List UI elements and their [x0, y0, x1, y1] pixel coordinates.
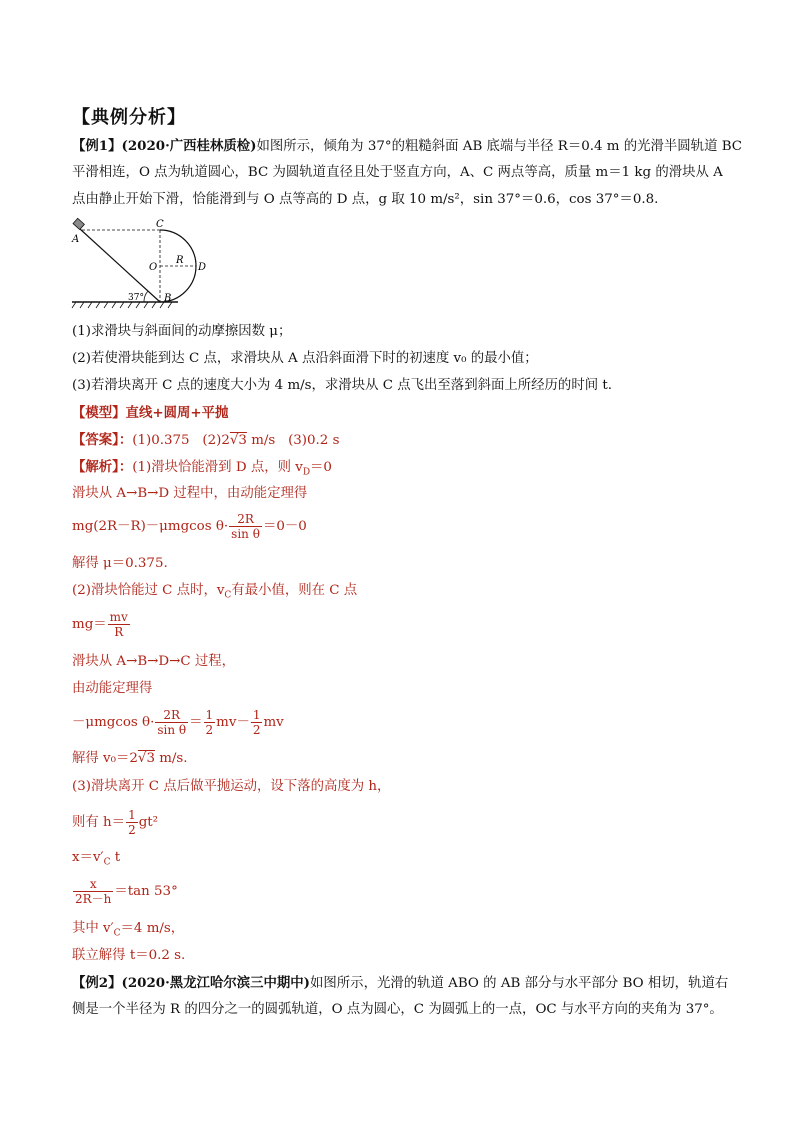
- example2-line1: 【例2】(2020·黑龙江哈尔滨三中期中)如图所示，光滑的轨道 ABO 的 AB 部分与水平部分 BO 相切，轨道右: [72, 975, 729, 991]
- section-heading: 【典例分析】: [72, 107, 186, 128]
- example2-tag: 【例2】: [72, 975, 122, 991]
- example1-line1: 【例1】(2020·广西桂林质检)如图所示，倾角为 37°的粗糙斜面 AB 底端与半径 R＝0.4 m 的光滑半圆轨道 BC: [72, 138, 743, 154]
- question-2: (2)若使滑块能到达 C 点，求滑块从 A 点沿斜面滑下时的初速度 v₀ 的最小值；: [72, 351, 538, 366]
- analysis-line3: 解得 μ＝0.375.: [72, 556, 168, 571]
- equation-2: mg＝ $\frac{mv}{R}$: [72, 610, 128, 639]
- label-o: O: [149, 262, 158, 273]
- equation-6: $\frac{x}{2R-h}$ ＝tan 53°: [75, 877, 178, 906]
- model-line: 【模型】直线+圆周+平抛: [72, 405, 229, 421]
- equation-1: mg(2R－R)－μmgcos θ· $\frac{2R}{\text{sin θ}}$ ＝0－0: [72, 512, 307, 541]
- incline-semicircle-figure: [70, 215, 220, 315]
- analysis-line5: 滑块从 A→B→D→C 过程，: [72, 654, 236, 669]
- label-r: R: [176, 255, 184, 266]
- label-a: A: [72, 234, 80, 245]
- equation-4: 则有 h＝ $\frac{1}{2}$ gt²: [72, 808, 159, 837]
- example1-source: (2020·广西桂林质检): [121, 138, 257, 154]
- equation-5: $x=v'_C$ t: [72, 850, 121, 868]
- analysis-line10: 联立解得 t＝0.2 s.: [72, 948, 186, 963]
- question-3: (3)若滑块离开 C 点的速度大小为 4 m/s，求滑块从 C 点飞出至落到斜面上所经历的时间 t.: [72, 378, 612, 393]
- analysis-line2: 滑块从 A→B→D 过程中，由动能定理得: [72, 486, 308, 501]
- analysis-line6: 由动能定理得: [72, 681, 153, 696]
- label-angle: 37°: [128, 293, 144, 303]
- example2-source: (2020·黑龙江哈尔滨三中期中): [121, 975, 311, 991]
- example1-tag: 【例1】: [72, 138, 122, 154]
- answer-line: 【答案】：(1)0.375 (2)2√3 m/s (3)0.2 s: [72, 432, 340, 448]
- analysis-line7: 解得 v₀＝2√3 m/s.: [72, 751, 188, 766]
- label-c: C: [156, 219, 164, 230]
- analysis-line4: (2)滑块恰能过 C 点时，$v_C$有最小值，则在 C 点: [72, 583, 358, 601]
- analysis-line8: (3)滑块离开 C 点后做平抛运动，设下落的高度为 h，: [72, 779, 391, 794]
- example1-line2: 平滑相连，O 点为轨道圆心，BC 为圆轨道直径且处于竖直方向，A、C 两点等高，质量 m＝1 kg 的滑块从 A: [72, 165, 723, 180]
- label-b: B: [164, 293, 172, 304]
- analysis-line1: 【解析】：(1)滑块恰能滑到 D 点，则 $v_D=0$: [72, 459, 332, 478]
- analysis-line9: 其中 $v'_C=4$ m/s，: [72, 921, 185, 939]
- label-d: D: [198, 262, 207, 273]
- question-1: (1)求滑块与斜面间的动摩擦因数 μ；: [72, 324, 292, 339]
- equation-3: －μmgcos θ· $\frac{2R}{\text{sin θ}}$ ＝ $\frac{1}{2}$ mv－ $\frac{1}{2}$ mv: [72, 708, 284, 737]
- example2-line2: 侧是一个半径为 R 的四分之一的圆弧轨道，O 点为圆心，C 为圆弧上的一点，OC 与水平方向的夹角为 37°。: [72, 1002, 723, 1017]
- example1-line3: 点由静止开始下滑，恰能滑到与 O 点等高的 D 点，g 取 10 m/s²，sin 37°＝0.6，cos 37°＝0.8.: [72, 192, 659, 207]
